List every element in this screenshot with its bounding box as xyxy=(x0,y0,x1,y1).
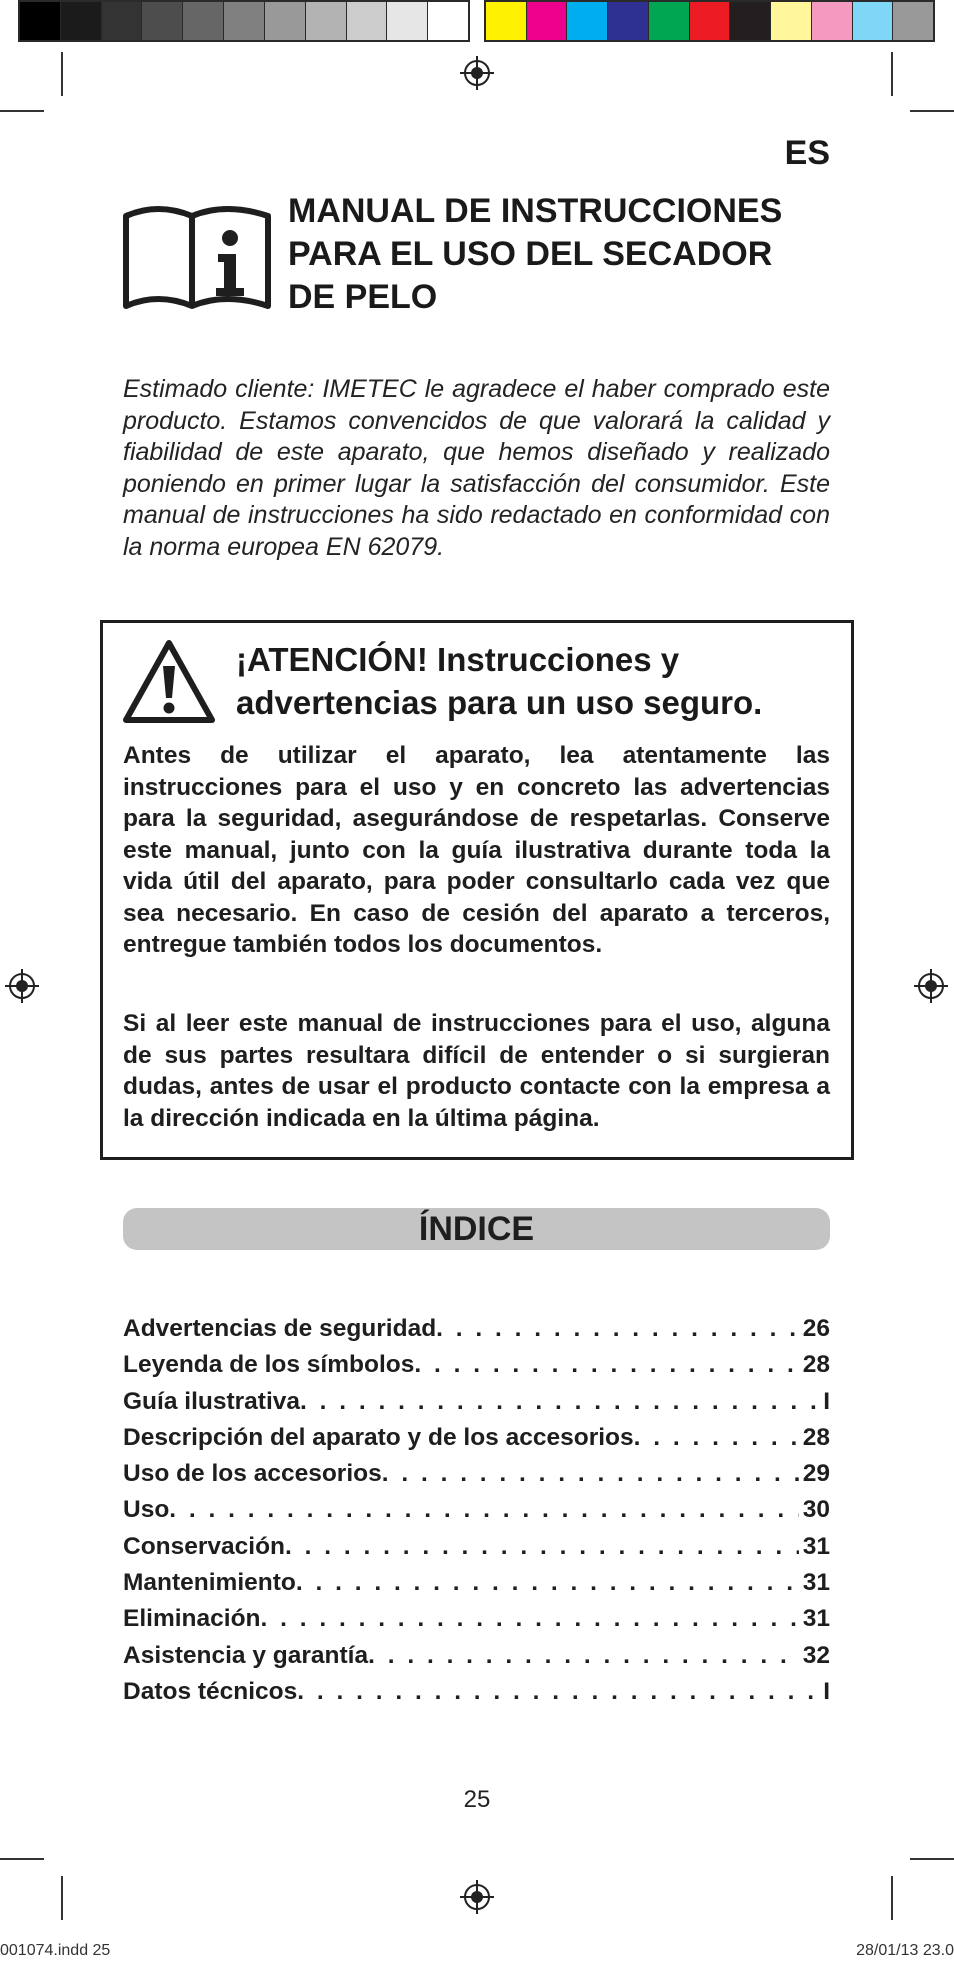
toc-entry xyxy=(123,1674,830,1710)
toc-entry xyxy=(123,1311,830,1347)
toc-dot-leader xyxy=(436,1311,799,1347)
warning-paragraph: Antes de utilizar el aparato, lea atentamente las instrucciones para el uso y en concreto las advertencias para la seguridad, asegurándose de respetarlas. Conserve este manual, junto con la guía ilustrativa durante toda la vida útil del aparato, para poder consultarlo cada vez que sea necesario. En caso de cesión del aparato a terceros, entregue también todos los documentos. xyxy=(123,742,830,958)
toc-entry-label: Advertencias de seguridad xyxy=(123,1315,437,1342)
toc-dot-leader xyxy=(382,1456,799,1492)
color-swatch xyxy=(730,2,771,40)
color-swatch xyxy=(486,2,527,40)
color-swatch xyxy=(61,2,102,40)
warning-title-line: advertencias para un uso seguro. xyxy=(236,684,763,721)
toc-entry-page: 31 xyxy=(802,1532,830,1560)
toc-entry-page: 31 xyxy=(802,1605,830,1633)
warning-paragraph: Si al leer este manual de instrucciones para el uso, alguna de sus partes resultara difícil de entender o si surgieran dudas, antes de usar el producto contacte con la empresa a la dirección indicada en la última página. xyxy=(123,1010,830,1132)
toc-dot-leader xyxy=(300,1384,819,1420)
crop-mark xyxy=(891,52,893,96)
warning-triangle-icon xyxy=(122,638,216,724)
toc-entry xyxy=(123,1384,830,1420)
color-calibration-bar xyxy=(484,0,935,42)
manual-title-line: MANUAL DE INSTRUCCIONES xyxy=(288,192,783,230)
warning-title-line: ¡ATENCIÓN! Instrucciones y xyxy=(236,641,680,678)
toc-dot-leader xyxy=(285,1529,799,1565)
color-swatch xyxy=(567,2,608,40)
toc-entry xyxy=(123,1456,830,1492)
color-swatch xyxy=(265,2,306,40)
color-swatch xyxy=(853,2,894,40)
index-heading: ÍNDICE xyxy=(123,1208,830,1250)
toc-dot-leader xyxy=(634,1420,799,1456)
toc-entry-page: 26 xyxy=(802,1315,830,1342)
crop-mark xyxy=(891,1876,893,1920)
page-number: 25 xyxy=(463,1786,491,1813)
toc-entry xyxy=(123,1420,830,1456)
toc-entry-label: Asistencia y garantía xyxy=(123,1641,369,1669)
warning-title xyxy=(236,638,836,724)
manual-title-line: PARA EL USO DEL SECADOR xyxy=(288,235,773,273)
toc-entry-label: Uso xyxy=(123,1496,170,1524)
toc-entry-label: Guía ilustrativa xyxy=(123,1387,301,1415)
toc-entry-label: Datos técnicos xyxy=(123,1677,298,1705)
grayscale-calibration-bar xyxy=(18,0,470,42)
toc-entry-label: Uso de los accesorios xyxy=(123,1460,382,1488)
toc-dot-leader xyxy=(261,1601,799,1637)
toc-entry xyxy=(123,1565,830,1601)
crop-mark xyxy=(910,1858,954,1860)
color-swatch xyxy=(649,2,690,40)
color-swatch xyxy=(224,2,265,40)
table-of-contents xyxy=(123,1311,830,1710)
toc-entry xyxy=(123,1638,830,1674)
toc-entry-page: 31 xyxy=(802,1569,830,1597)
file-slug: 001074.indd 25 xyxy=(0,1942,111,1959)
toc-dot-leader xyxy=(296,1565,799,1601)
color-swatch xyxy=(20,2,61,40)
color-swatch xyxy=(527,2,568,40)
crop-mark xyxy=(910,110,954,112)
toc-entry-label: Mantenimiento xyxy=(123,1569,296,1597)
crop-mark xyxy=(61,1876,63,1920)
color-swatch xyxy=(812,2,853,40)
intro-paragraph: Estimado cliente: IMETEC le agradece el haber comprado este producto. Estamos convencidos de que valorará la calidad y fiabilidad de este aparato, que hemos diseñado y realizado poniendo en primer lugar la satisfacción del consumidor. Este manual de instrucciones ha sido redactado en conformidad con la norma europea EN 62079. xyxy=(123,375,830,561)
toc-entry xyxy=(123,1347,830,1383)
color-swatch xyxy=(387,2,428,40)
toc-entry-label: Conservación xyxy=(123,1532,286,1560)
crop-mark xyxy=(61,52,63,96)
manual-title-line: DE PELO xyxy=(288,278,438,316)
toc-entry-page: 28 xyxy=(802,1351,830,1379)
toc-dot-leader xyxy=(368,1638,799,1674)
toc-dot-leader xyxy=(414,1347,798,1383)
registration-mark-icon xyxy=(460,56,494,90)
manual-title xyxy=(288,190,848,319)
toc-entry-page: 29 xyxy=(802,1460,830,1488)
toc-entry-label: Eliminación xyxy=(123,1605,261,1633)
registration-mark-icon xyxy=(460,1880,494,1914)
color-swatch xyxy=(306,2,347,40)
color-swatch xyxy=(771,2,812,40)
crop-mark xyxy=(0,1858,44,1860)
toc-entry xyxy=(123,1492,830,1528)
registration-mark-icon xyxy=(5,969,39,1003)
color-swatch xyxy=(893,2,933,40)
toc-entry-page: 28 xyxy=(802,1423,830,1451)
toc-entry xyxy=(123,1529,830,1565)
info-manual-icon xyxy=(122,202,272,312)
crop-mark xyxy=(0,110,44,112)
color-swatch xyxy=(183,2,224,40)
date-slug: 28/01/13 23.0 xyxy=(856,1942,954,1959)
color-swatch xyxy=(690,2,731,40)
toc-entry-label: Descripción del aparato y de los accesorios xyxy=(123,1423,634,1451)
toc-dot-leader xyxy=(169,1492,798,1528)
toc-entry-label: Leyenda de los símbolos xyxy=(123,1351,415,1379)
color-swatch xyxy=(142,2,183,40)
color-swatch xyxy=(608,2,649,40)
registration-mark-icon xyxy=(914,969,948,1003)
toc-dot-leader xyxy=(297,1674,819,1710)
toc-entry-page: 32 xyxy=(802,1641,830,1669)
toc-entry xyxy=(123,1601,830,1637)
color-swatch xyxy=(102,2,143,40)
color-swatch xyxy=(347,2,388,40)
color-swatch xyxy=(428,2,468,40)
toc-entry-page: I xyxy=(823,1677,830,1705)
toc-entry-page: 30 xyxy=(802,1496,830,1524)
language-code: ES xyxy=(784,134,830,172)
toc-entry-page: I xyxy=(823,1387,830,1415)
